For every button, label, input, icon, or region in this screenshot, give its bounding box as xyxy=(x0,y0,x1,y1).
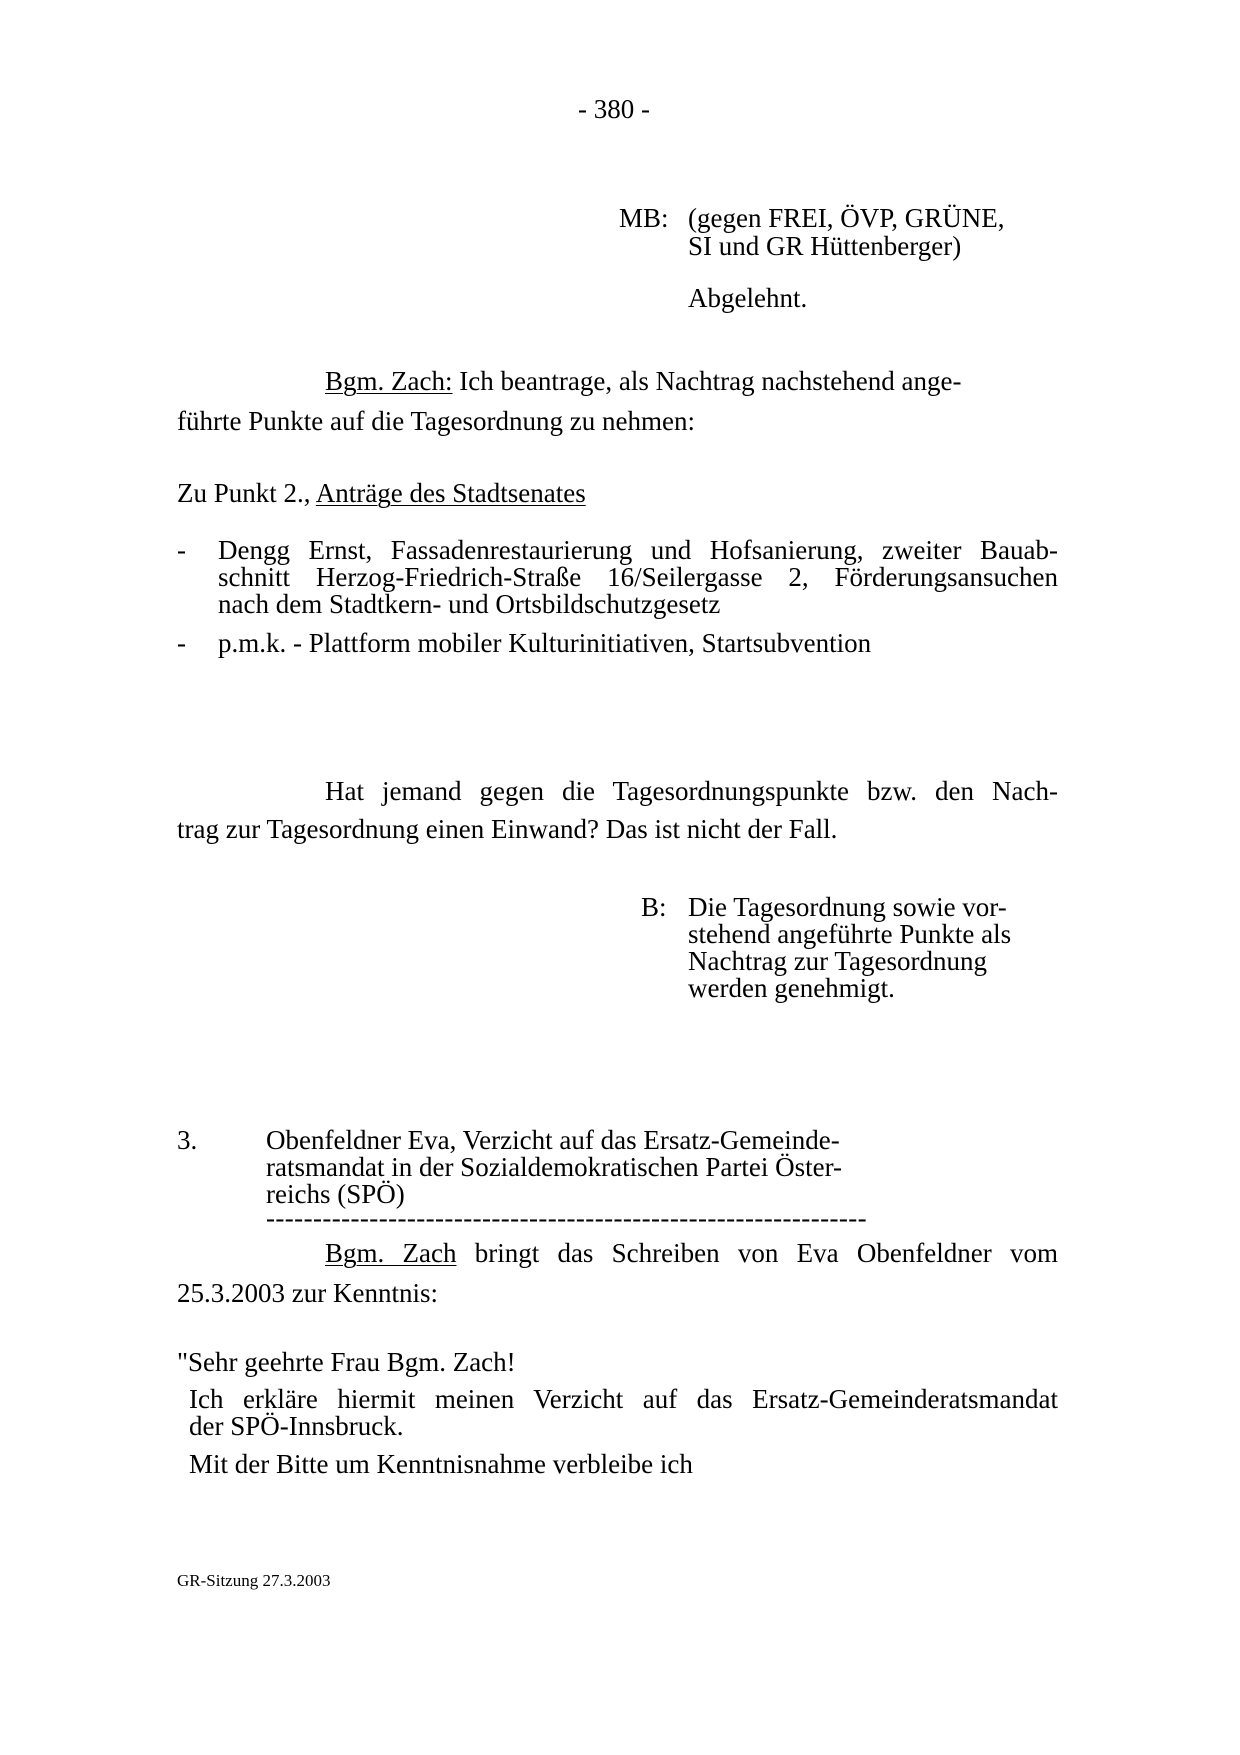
point2-item1-line1: Dengg Ernst, Fassadenrestaurierung und Hofsanierung, zweiter Bauab- xyxy=(218,535,1058,565)
objection-line2: trag zur Tagesordnung einen Einwand? Das ist nicht der Fall. xyxy=(177,814,838,844)
item3-title-line2: ratsmandat in der Sozialdemokratischen Partei Öster- xyxy=(266,1152,843,1182)
letter-body-line1: Ich erkläre hiermit meinen Verzicht auf das Ersatz-Gemeinderatsmandat xyxy=(189,1384,1058,1414)
point2-item2-line1: p.m.k. - Plattform mobiler Kulturinitiativen, Startsubvention xyxy=(218,628,872,658)
motion-line2: führte Punkte auf die Tagesordnung zu nehmen: xyxy=(177,406,695,436)
item3-title-line1: Obenfeldner Eva, Verzicht auf das Ersatz-Gemeinde- xyxy=(266,1125,840,1155)
point2-item1-bullet: - xyxy=(177,535,186,565)
page-number: - 380 - xyxy=(578,94,650,124)
item3-intro-line1 xyxy=(325,1240,1058,1267)
point2-item2-bullet: - xyxy=(177,628,186,658)
letter-closing: Mit der Bitte um Kenntnisnahme verbleibe ich xyxy=(189,1449,693,1479)
item3-number: 3. xyxy=(177,1125,198,1155)
resolution-b-label: B: xyxy=(641,892,667,922)
point2-item1-line3: nach dem Stadtkern- und Ortsbildschutzgesetz xyxy=(218,589,721,619)
item3-intro-line2: 25.3.2003 zur Kenntnis: xyxy=(177,1278,438,1308)
resolution-b-line2: stehend angeführte Punkte als xyxy=(688,919,1012,949)
item3-intro-text: bringt das Schreiben von Eva Obenfeldner vom xyxy=(456,1238,1058,1268)
motion-line1-text: Ich beantrage, als Nachtrag nachstehend ange- xyxy=(452,366,962,396)
item3-separator-rule: ---------------------------------------------------------------- xyxy=(266,1203,868,1233)
vote-mb-line2: SI und GR Hüttenberger) xyxy=(688,231,962,261)
item3-speaker: Bgm. Zach xyxy=(325,1238,457,1268)
resolution-b-line4: werden genehmigt. xyxy=(688,973,895,1003)
letter-salutation: "Sehr geehrte Frau Bgm. Zach! xyxy=(177,1347,516,1377)
point2-title: Anträge des Stadtsenates xyxy=(315,478,586,508)
page-footer: GR-Sitzung 27.3.2003 xyxy=(177,1571,331,1590)
vote-mb-line1: (gegen FREI, ÖVP, GRÜNE, xyxy=(688,203,1005,233)
motion-speaker: Bgm. Zach: xyxy=(325,366,453,396)
item3-title-line3: reichs (SPÖ) xyxy=(266,1179,405,1209)
point2-item1-line2: schnitt Herzog-Friedrich-Straße 16/Seilergasse 2, Förderungsansuchen xyxy=(218,562,1058,592)
vote-mb-label: MB: xyxy=(619,203,669,233)
resolution-b-line1: Die Tagesordnung sowie vor- xyxy=(688,892,1007,922)
letter-body-line2: der SPÖ-Innsbruck. xyxy=(189,1411,404,1441)
vote-mb-result: Abgelehnt. xyxy=(688,283,808,313)
objection-line1: Hat jemand gegen die Tagesordnungspunkte bzw. den Nach- xyxy=(325,776,1058,806)
point2-heading xyxy=(177,480,586,507)
motion-line1 xyxy=(325,368,961,395)
point2-prefix: Zu Punkt 2., xyxy=(177,478,316,508)
resolution-b-line3: Nachtrag zur Tagesordnung xyxy=(688,946,988,976)
